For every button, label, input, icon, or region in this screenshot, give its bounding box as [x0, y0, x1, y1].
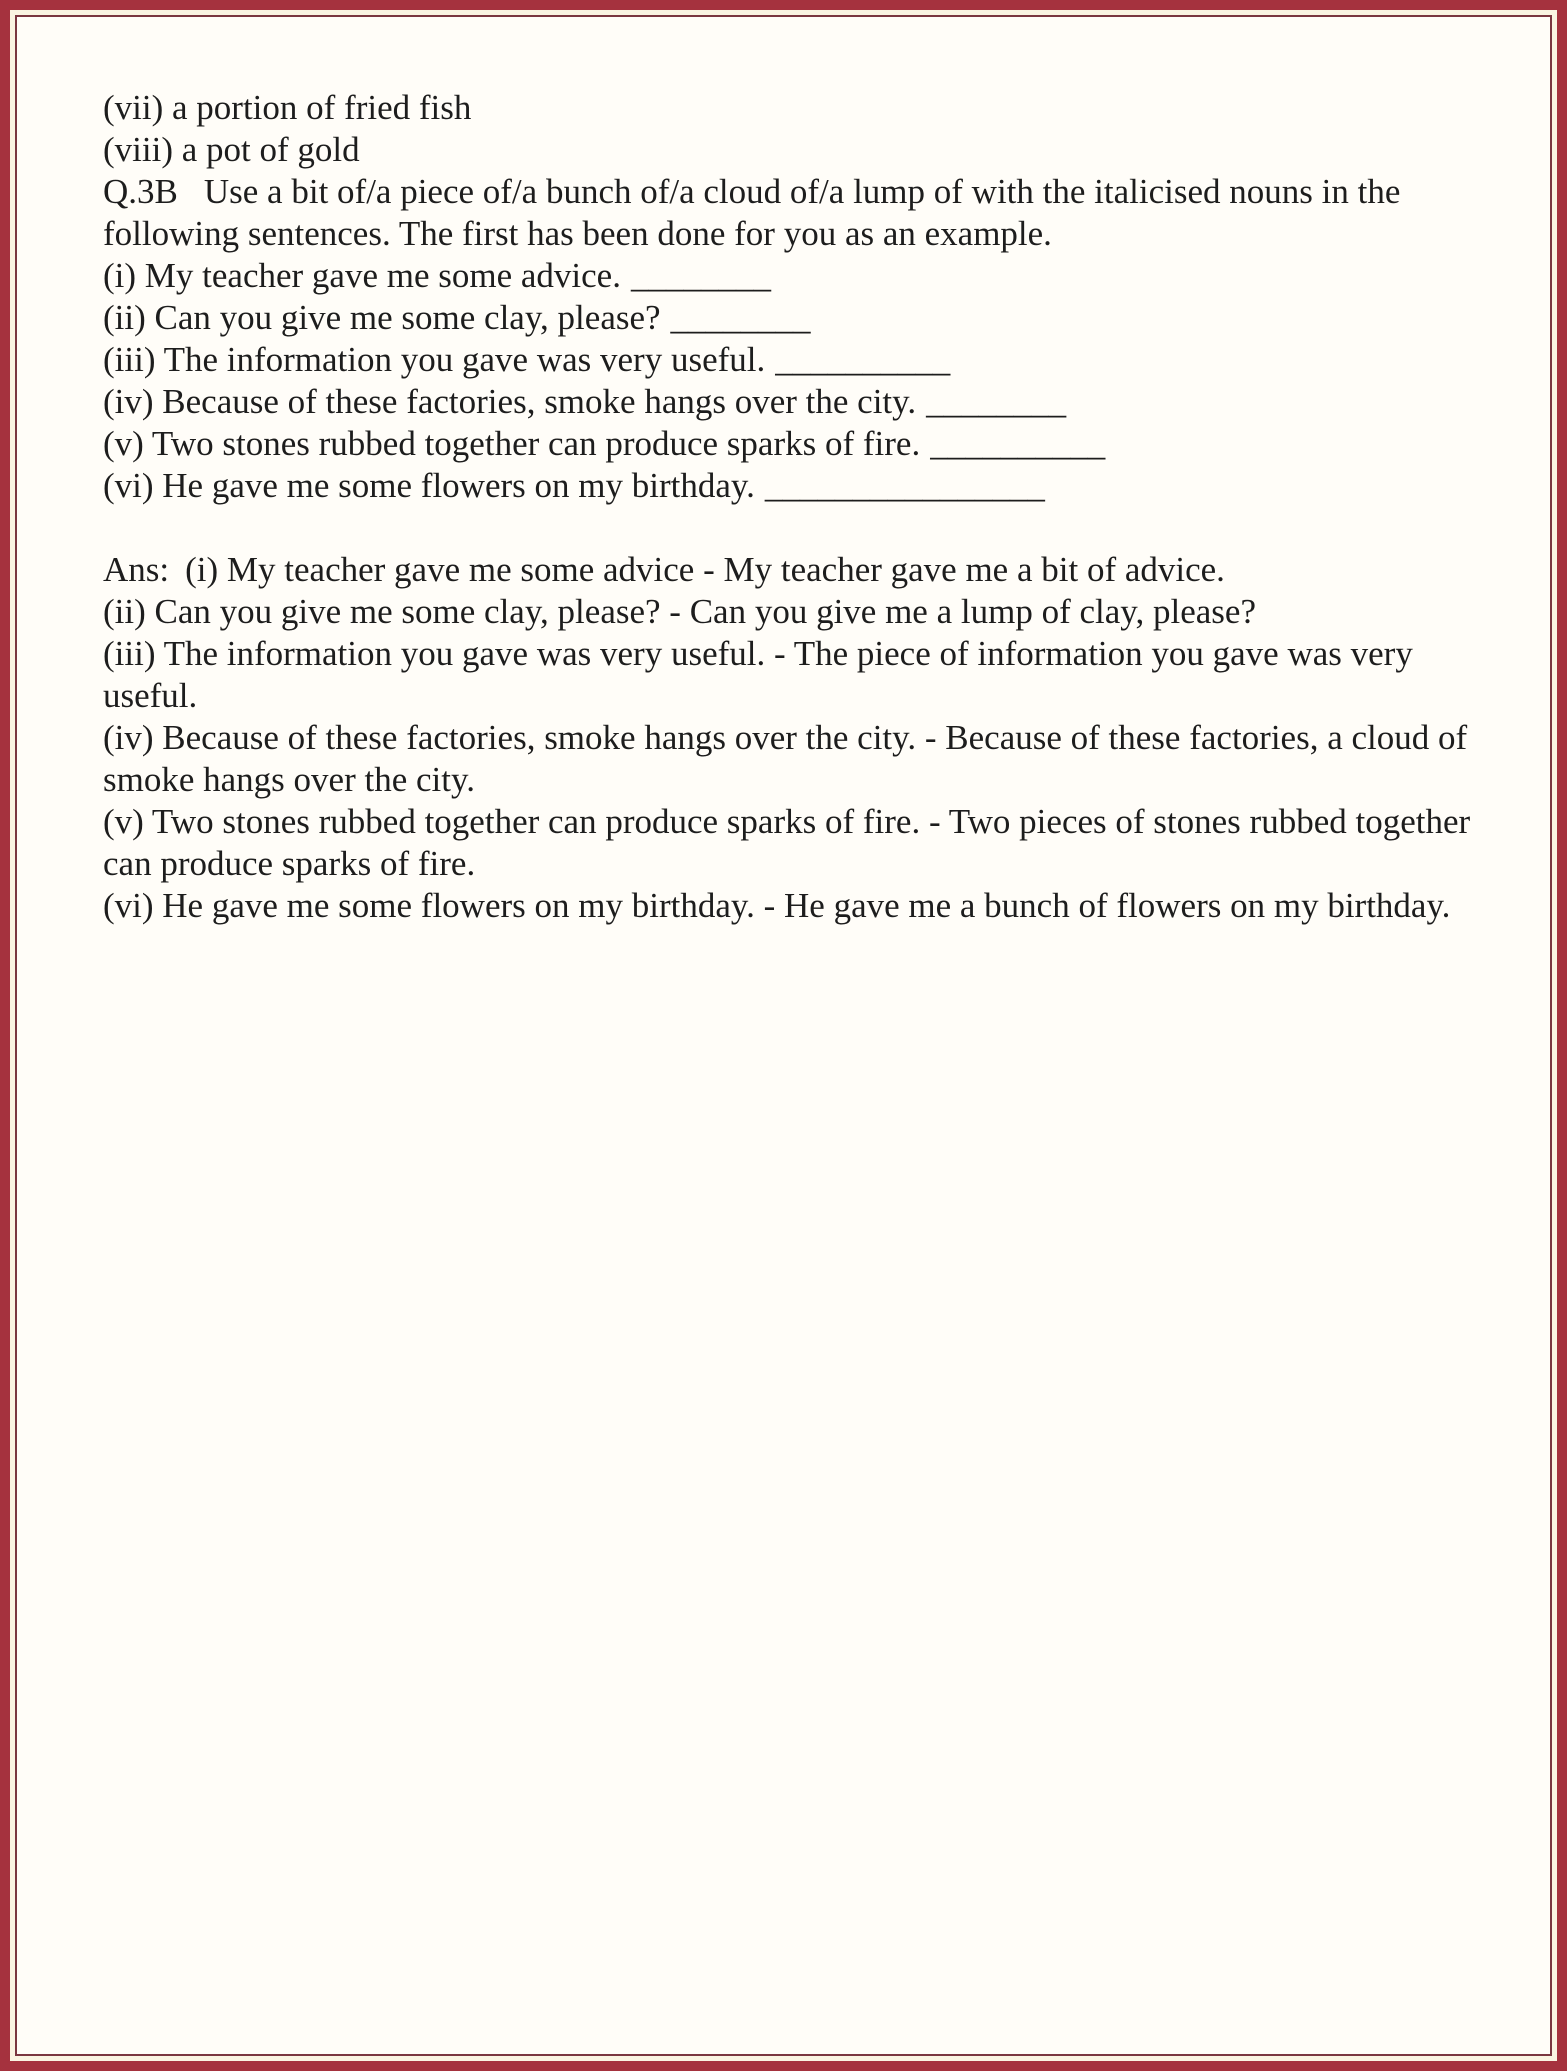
- question-instruction: Use a bit of/a piece of/a bunch of/a cloud of/a lump of with the italicised nouns in the following sentences. The first has been done for you as an example.: [103, 172, 1401, 253]
- question-item-text: (vi) He gave me some flowers on my birthday.: [103, 466, 755, 505]
- question-item-ii: [103, 297, 1478, 339]
- paper-content: [15, 15, 1552, 2056]
- question-item-text: (iii) The information you gave was very useful.: [103, 340, 766, 379]
- answer-item-v: (v) Two stones rubbed together can produce sparks of fire. - Two pieces of stones rubbed together can produce sparks of fire.: [103, 802, 1471, 883]
- answers-section: [103, 549, 1478, 927]
- question-heading: [103, 171, 1478, 255]
- answer-blank: __________: [930, 424, 1106, 463]
- page-border-gap: [10, 10, 1557, 2061]
- answer-blank: __________: [775, 340, 951, 379]
- answer-blank: ________: [630, 256, 771, 295]
- question-item-text: (i) My teacher gave me some advice.: [103, 256, 621, 295]
- answer-blank: ________________: [764, 466, 1045, 505]
- answer-item-i: [103, 549, 1478, 591]
- question-item-i: [103, 255, 1478, 297]
- question-item-text: (ii) Can you give me some clay, please?: [103, 298, 661, 337]
- question-item-v: [103, 423, 1478, 465]
- question-item-text: (v) Two stones rubbed together can produce sparks of fire.: [103, 424, 921, 463]
- question-item-iii: [103, 339, 1478, 381]
- question-item-text: (iv) Because of these factories, smoke hangs over the city.: [103, 382, 917, 421]
- answers-label: Ans:: [103, 550, 170, 589]
- question-number: Q.3B: [103, 172, 178, 211]
- answer-item-iv: (iv) Because of these factories, smoke hangs over the city. - Because of these factories, a cloud of smoke hangs over the city.: [103, 718, 1468, 799]
- answer-item-ii: (ii) Can you give me some clay, please? - Can you give me a lump of clay, please?: [103, 592, 1256, 631]
- question-item-vi: [103, 465, 1478, 507]
- answer-blank: ________: [926, 382, 1067, 421]
- question-item-iv: [103, 381, 1478, 423]
- answer-item-iii: (iii) The information you gave was very useful. - The piece of information you gave was very useful.: [103, 634, 1413, 715]
- answer-blank: ________: [670, 298, 811, 337]
- answer-item-vi: (vi) He gave me some flowers on my birthday. - He gave me a bunch of flowers on my birthday.: [103, 886, 1451, 925]
- list-item-viii: (viii) a pot of gold: [103, 130, 360, 169]
- list-item-vii: (vii) a portion of fried fish: [103, 88, 472, 127]
- answer-text: (i) My teacher gave me some advice - My teacher gave me a bit of advice.: [185, 550, 1225, 589]
